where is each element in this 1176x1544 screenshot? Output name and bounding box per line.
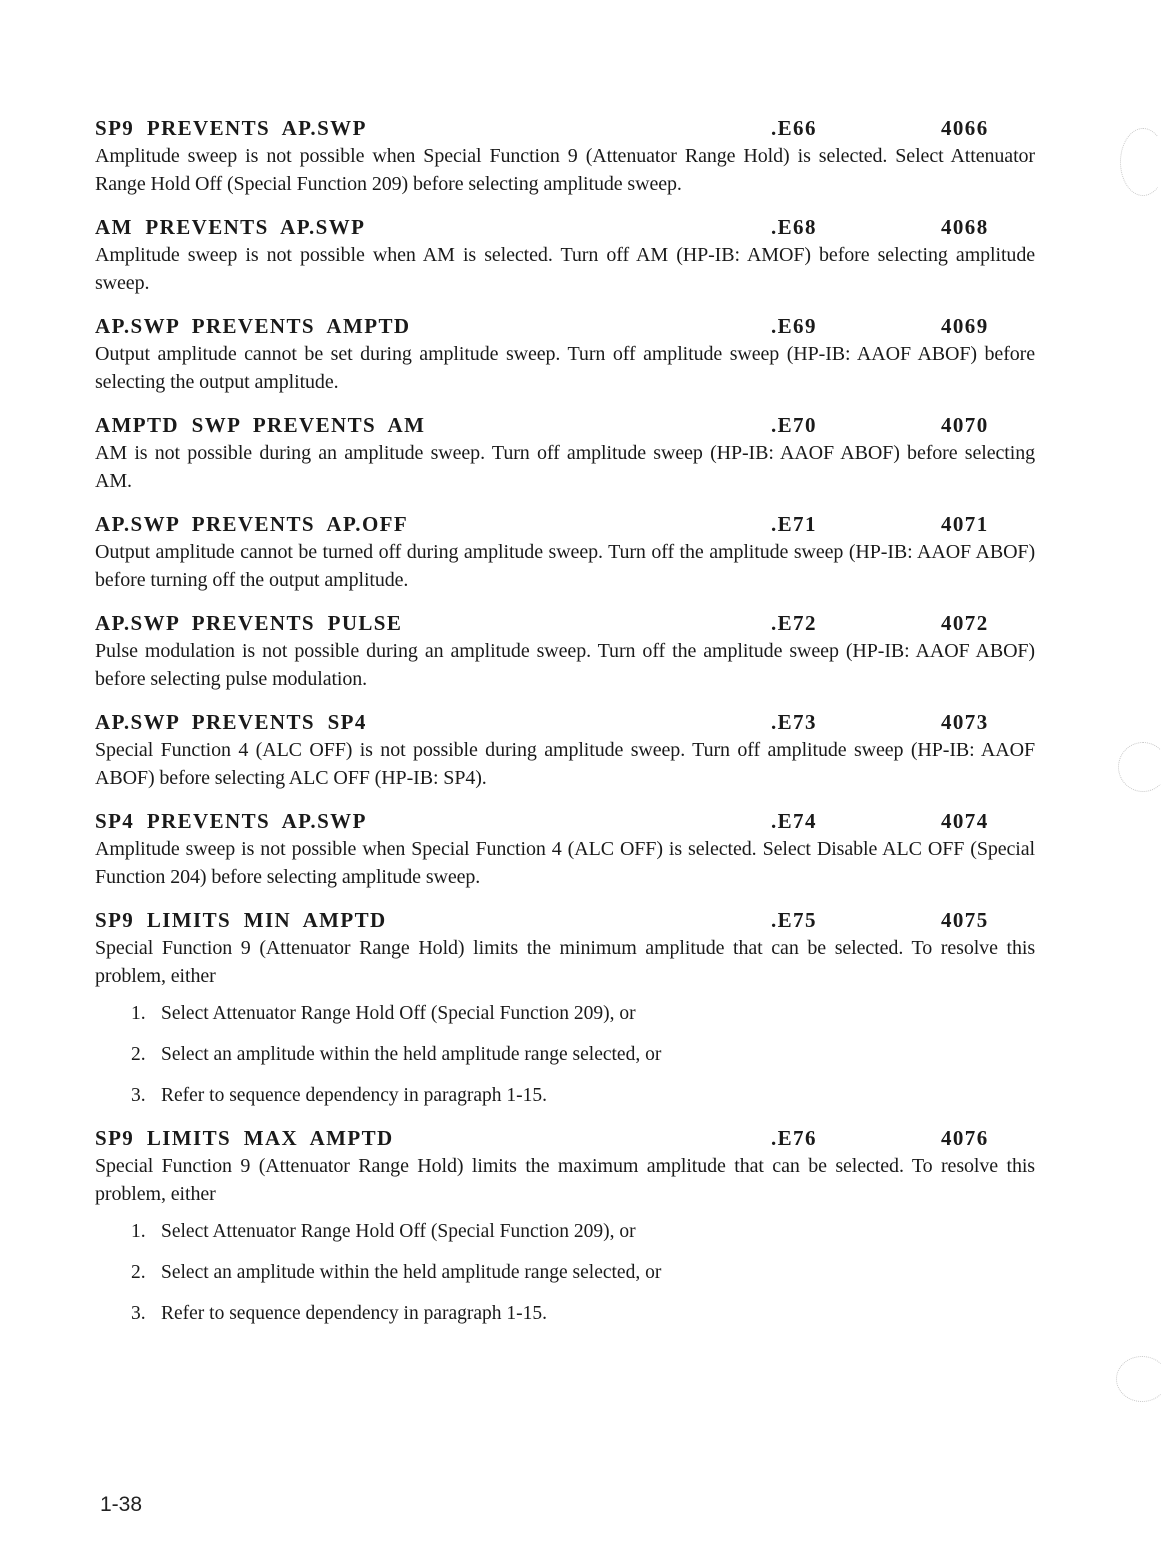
error-entry xyxy=(95,707,1035,792)
error-number: 4070 xyxy=(941,413,989,437)
entry-header xyxy=(95,212,1035,242)
entry-header xyxy=(95,905,1035,935)
entry-header xyxy=(95,410,1035,440)
error-title: AP.SWP PREVENTS SP4 xyxy=(95,710,367,734)
error-code: .E74 xyxy=(771,809,817,833)
step-text: Select Attenuator Range Hold Off (Special Function 209), or xyxy=(161,1003,636,1024)
error-description: Amplitude sweep is not possible when AM is selected. Turn off AM (HP-IB: AMOF) before selecting amplitude sweep. xyxy=(95,244,1035,294)
error-title: AP.SWP PREVENTS AP.OFF xyxy=(95,512,409,536)
binding-hole-mark xyxy=(1118,742,1168,792)
error-description: Pulse modulation is not possible during an amplitude sweep. Turn off the amplitude sweep (HP-IB: AAOF ABOF) before selecting pulse modulation. xyxy=(95,640,1035,690)
error-number: 4075 xyxy=(941,908,989,932)
error-code: .E73 xyxy=(771,710,817,734)
error-number: 4071 xyxy=(941,512,989,536)
entry-header xyxy=(95,806,1035,836)
error-title: AMPTD SWP PREVENTS AM xyxy=(95,413,426,437)
error-entry xyxy=(95,311,1035,396)
resolution-steps xyxy=(95,1000,1035,1109)
error-description: Output amplitude cannot be set during amplitude sweep. Turn off amplitude sweep (HP-IB: AAOF ABOF) before selecting the output amplitude. xyxy=(95,343,1035,393)
error-number: 4074 xyxy=(941,809,989,833)
step-number: 1. xyxy=(131,1221,146,1242)
document-page xyxy=(95,113,1035,1341)
binding-hole-mark xyxy=(1120,128,1166,196)
error-title: SP9 LIMITS MIN AMPTD xyxy=(95,908,387,932)
resolution-step xyxy=(131,1041,1035,1068)
binding-hole-mark xyxy=(1116,1356,1168,1402)
resolution-step xyxy=(131,1082,1035,1109)
resolution-step xyxy=(131,1218,1035,1245)
error-title: SP4 PREVENTS AP.SWP xyxy=(95,809,367,833)
entry-header xyxy=(95,707,1035,737)
error-entry xyxy=(95,608,1035,693)
error-code: .E71 xyxy=(771,512,817,536)
error-code: .E75 xyxy=(771,908,817,932)
step-text: Refer to sequence dependency in paragraph 1-15. xyxy=(161,1303,548,1324)
entry-header xyxy=(95,311,1035,341)
error-number: 4066 xyxy=(941,116,989,140)
error-description: AM is not possible during an amplitude sweep. Turn off amplitude sweep (HP-IB: AAOF ABOF) before selecting AM. xyxy=(95,442,1035,492)
error-entry xyxy=(95,1123,1035,1327)
error-entry xyxy=(95,113,1035,198)
error-title: AP.SWP PREVENTS PULSE xyxy=(95,611,403,635)
error-description: Special Function 4 (ALC OFF) is not possible during amplitude sweep. Turn off amplitude sweep (HP-IB: AAOF ABOF) before selecting ALC OFF (HP-IB: SP4). xyxy=(95,739,1035,789)
error-title: SP9 LIMITS MAX AMPTD xyxy=(95,1126,394,1150)
error-description: Special Function 9 (Attenuator Range Hold) limits the maximum amplitude that can be selected. To resolve this problem, either xyxy=(95,1155,1035,1205)
step-text: Select an amplitude within the held amplitude range selected, or xyxy=(161,1044,662,1065)
error-code: .E68 xyxy=(771,215,817,239)
error-code: .E66 xyxy=(771,116,817,140)
error-description: Amplitude sweep is not possible when Special Function 9 (Attenuator Range Hold) is selected. Select Attenuator Range Hold Off (Special Function 209) before selecting amplitude sweep. xyxy=(95,145,1035,195)
error-number: 4068 xyxy=(941,215,989,239)
error-entry xyxy=(95,410,1035,495)
entry-header xyxy=(95,113,1035,143)
resolution-step xyxy=(131,1259,1035,1286)
step-text: Select Attenuator Range Hold Off (Special Function 209), or xyxy=(161,1221,636,1242)
error-title: AM PREVENTS AP.SWP xyxy=(95,215,366,239)
error-entry xyxy=(95,806,1035,891)
error-code: .E72 xyxy=(771,611,817,635)
entry-header xyxy=(95,608,1035,638)
page-number: 1-38 xyxy=(100,1493,143,1516)
error-code: .E69 xyxy=(771,314,817,338)
error-description: Output amplitude cannot be turned off during amplitude sweep. Turn off the amplitude sweep (HP-IB: AAOF ABOF) before turning off the output amplitude. xyxy=(95,541,1035,591)
error-number: 4073 xyxy=(941,710,989,734)
error-number: 4072 xyxy=(941,611,989,635)
error-title: SP9 PREVENTS AP.SWP xyxy=(95,116,367,140)
resolution-step xyxy=(131,1000,1035,1027)
error-entry xyxy=(95,905,1035,1109)
error-title: AP.SWP PREVENTS AMPTD xyxy=(95,314,411,338)
entry-header xyxy=(95,1123,1035,1153)
error-description: Special Function 9 (Attenuator Range Hold) limits the minimum amplitude that can be selected. To resolve this problem, either xyxy=(95,937,1035,987)
entry-header xyxy=(95,509,1035,539)
resolution-steps xyxy=(95,1218,1035,1327)
step-number: 3. xyxy=(131,1085,146,1106)
resolution-step xyxy=(131,1300,1035,1327)
error-entry xyxy=(95,212,1035,297)
error-entry xyxy=(95,509,1035,594)
error-description: Amplitude sweep is not possible when Special Function 4 (ALC OFF) is selected. Select Disable ALC OFF (Special Function 204) before selecting amplitude sweep. xyxy=(95,838,1035,888)
error-number: 4069 xyxy=(941,314,989,338)
error-number: 4076 xyxy=(941,1126,989,1150)
step-text: Select an amplitude within the held amplitude range selected, or xyxy=(161,1262,662,1283)
step-number: 3. xyxy=(131,1303,146,1324)
step-number: 1. xyxy=(131,1003,146,1024)
error-code: .E70 xyxy=(771,413,817,437)
step-text: Refer to sequence dependency in paragraph 1-15. xyxy=(161,1085,548,1106)
step-number: 2. xyxy=(131,1044,146,1065)
step-number: 2. xyxy=(131,1262,146,1283)
error-code: .E76 xyxy=(771,1126,817,1150)
